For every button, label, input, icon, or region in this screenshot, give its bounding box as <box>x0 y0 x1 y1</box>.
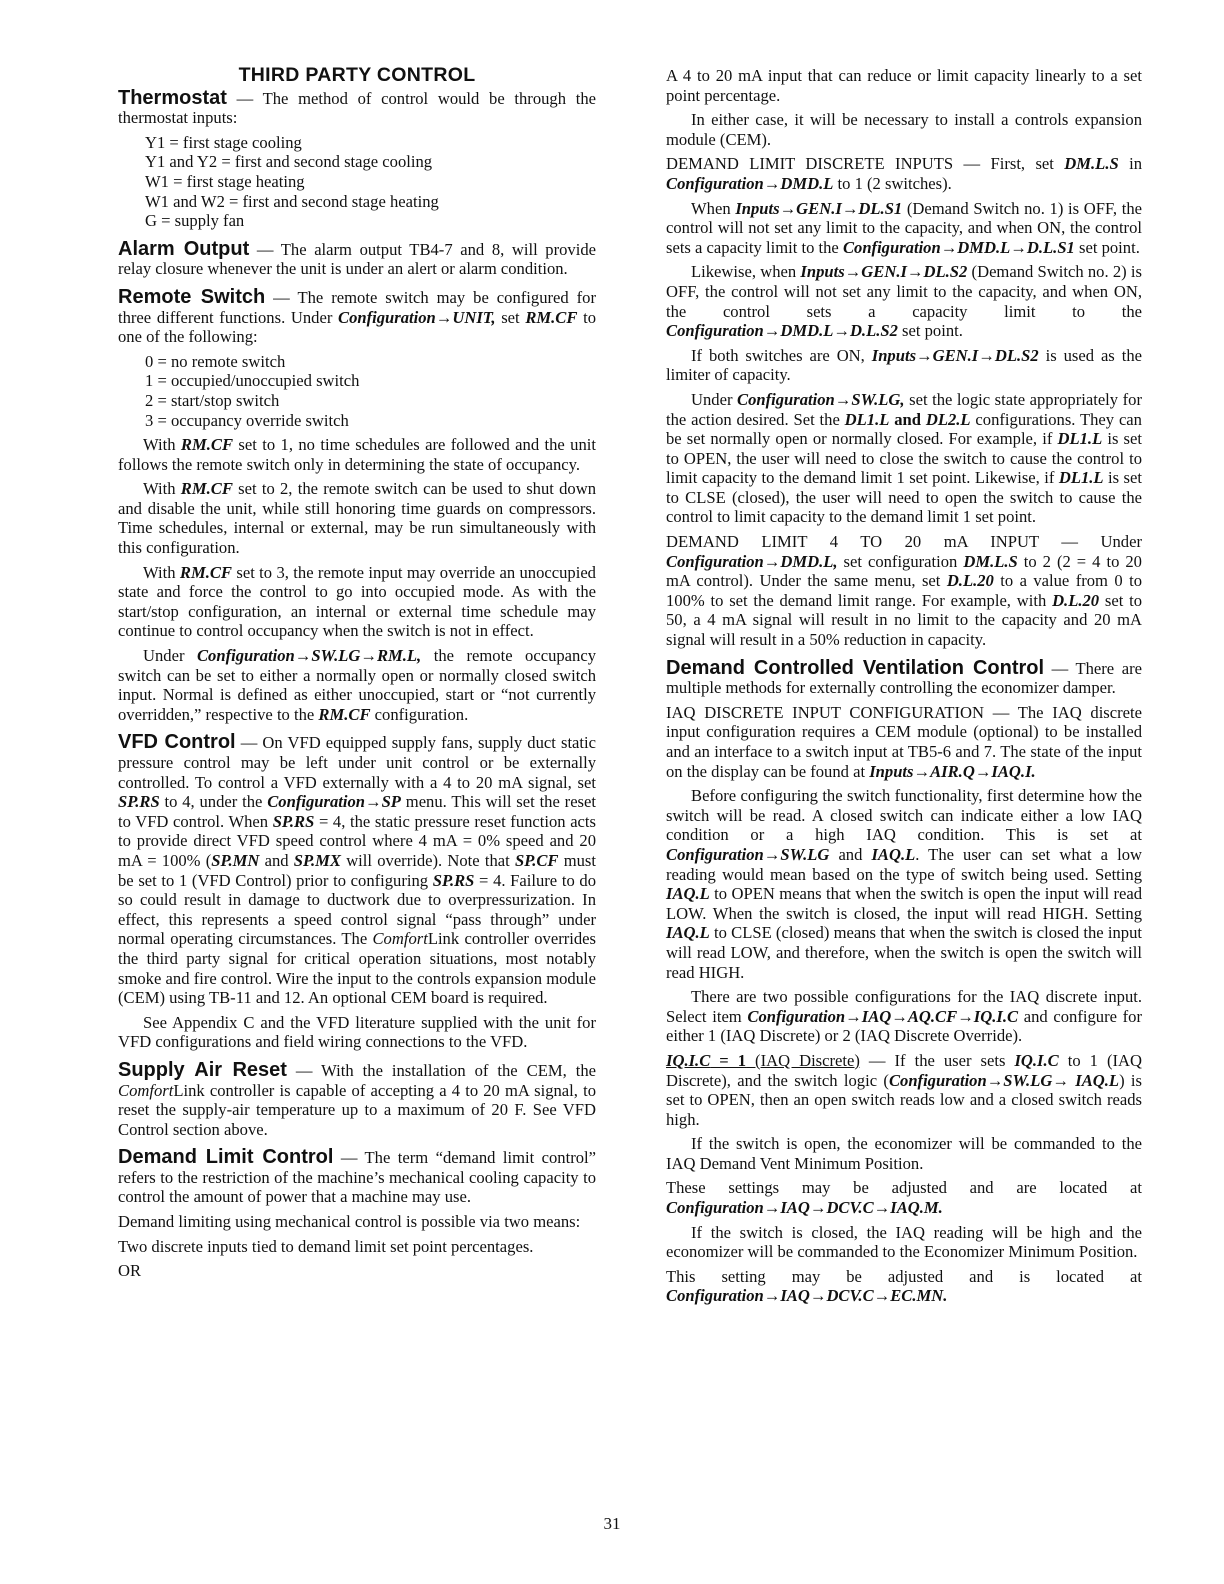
list-item: 0 = no remote switch <box>145 351 286 371</box>
remote-switch-options <box>145 352 596 430</box>
remote-switch-paragraph: Remote Switch — The remote switch may be configured for three different functions. Under Configuration→UNIT, set RM.CF to one of the following: <box>118 285 597 347</box>
section-title: THIRD PARTY CONTROL <box>238 64 476 86</box>
page-number: 31 <box>603 1514 621 1533</box>
demand-limit-r4: When Inputs→GEN.I→DL.S1 (Demand Switch no. 1) is OFF, the control will not set any limit to the capacity, and when ON, the control sets a capacity limit to the Configuration→DMD.L→D.L.S1 set point. <box>666 198 1142 257</box>
demand-limit-discrete-inputs: DEMAND LIMIT DISCRETE INPUTS — First, set DM.L.S in Configuration→DMD.L to 1 (2 switches). <box>666 154 1142 193</box>
list-item: 2 = start/stop switch <box>145 390 280 410</box>
list-item: 3 = occupancy override switch <box>145 410 349 430</box>
remote-switch-heading: Remote Switch <box>118 285 266 308</box>
dcv-p7: These settings may be adjusted and are located at Configuration→IAQ→DCV.C→IAQ.M. <box>666 1178 1142 1218</box>
demand-limit-paragraph: Demand Limit Control — The term “demand limit control” refers to the restriction of the machine’s mechanical cooling capacity to control the amount of power that a machine may use. <box>118 1146 597 1207</box>
remote-switch-p1: With RM.CF set to 1, no time schedules are followed and the unit follows the remote switch only in determining the state of occupancy. <box>118 435 596 474</box>
vfd-control-paragraph: VFD Control — On VFD equipped supply fans, supply duct static pressure control may be left under unit control or be externally controlled. To control a VFD externally with a 4 to 20 mA signal, set SP.RS to 4, under the Configuration→SP menu. This will set the reset to VFD control. When SP.RS = 4, the static pressure reset function acts to provide direct VFD speed control where 4 mA = 0% speed and 20 mA = 100% (SP.MN and SP.MX will override). Note that SP.CF must be set to 1 (VFD Control) prior to configuring SP.RS = 4. Failure to do so could result in damage to ductwork due to overpressurization. In effect, this represents a speed control signal “pass through” under normal operating circumstances. The ComfortLink controller overrides the third party signal for critical operation situations, most notably smoke and fire control. Wire the input to the controls expansion module (CEM) using TB-11 and 12. An optional CEM board is required. <box>118 731 596 1008</box>
supply-air-reset-paragraph: Supply Air Reset — With the installation of the CEM, the ComfortLink controller is capable of accepting a 4 to 20 mA signal, to reset the supply-air temperature up to a maximum of 20 F. See VFD Control section above. <box>118 1058 596 1139</box>
dcv-paragraph: Demand Controlled Ventilation Control — There are multiple methods for externally controlling the economizer damper. <box>666 656 1142 698</box>
dcv-p6: If the switch is open, the economizer will be commanded to the IAQ Demand Vent Minimum Position. <box>666 1134 1142 1173</box>
supply-air-reset-heading: Supply Air Reset <box>118 1058 287 1081</box>
list-item: 1 = occupied/unoccupied switch <box>145 371 360 391</box>
demand-limit-heading: Demand Limit Control <box>118 1146 334 1169</box>
demand-limit-r5: Likewise, when Inputs→GEN.I→DL.S2 (Demand Switch no. 2) is OFF, the control will not set any limit to the capacity, and when ON, the control sets a capacity limit to the Configuration→DMD.L→D.L.S2 set point. <box>666 262 1142 341</box>
demand-limit-r6: If both switches are ON, Inputs→GEN.I→DL.S2 is used as the limiter of capacity. <box>666 345 1142 385</box>
demand-limit-p2: Demand limiting using mechanical control is possible via two means: <box>118 1212 581 1232</box>
thermostat-heading: Thermostat <box>118 86 227 109</box>
thermostat-input-list <box>145 133 596 231</box>
remote-switch-p2: With RM.CF set to 2, the remote switch can be used to shut down and disable the unit, while still honoring time guards on compressors. Time schedules, internal or external, may be run simultaneously with this configuration. <box>118 479 596 558</box>
thermostat-paragraph: Thermostat — The method of control would be through the thermostat inputs: <box>118 86 597 128</box>
dcv-p8: If the switch is closed, the IAQ reading will be high and the economizer will be commanded to the Economizer Minimum Position. <box>666 1222 1142 1262</box>
iq-i-c-discrete: IQ.I.C = 1 (IAQ Discrete) — If the user sets IQ.I.C to 1 (IAQ Discrete), and the switch logic (Configuration→SW.LG→ IAQ.L) is set to OPEN, then an open switch reads low and a closed switch reads high. <box>666 1050 1143 1129</box>
list-item: W1 and W2 = first and second stage heating <box>145 191 439 211</box>
demand-limit-p4: OR <box>118 1261 142 1281</box>
alarm-output-heading: Alarm Output <box>118 237 250 260</box>
remote-switch-p3: With RM.CF set to 3, the remote input may override an unoccupied state and force the control to go into occupied mode. As with the start/stop configuration, an internal or external time schedule may continue to control occupancy when the switch is not in effect. <box>118 562 596 641</box>
demand-limit-4-20ma-input: DEMAND LIMIT 4 TO 20 mA INPUT — Under Configuration→DMD.L, set configuration DM.L.S to 2 (2 = 4 to 20 mA control). Under the same menu, set D.L.20 to a value from 0 to 100% to set the demand limit range. For example, with D.L.20 set to 50, a 4 mA signal will result in no limit to the capacity and 20 mA signal will result in a 50% reduction in capacity. <box>666 532 1143 650</box>
demand-limit-r2: In either case, it will be necessary to install a controls expansion module (CEM). <box>666 110 1142 149</box>
dcv-p9: This setting may be adjusted and is located at Configuration→IAQ→DCV.C→EC.MN. <box>666 1266 1142 1306</box>
list-item: W1 = first stage heating <box>145 171 305 191</box>
demand-limit-p3: Two discrete inputs tied to demand limit set point percentages. <box>118 1236 534 1256</box>
demand-limit-r1: A 4 to 20 mA input that can reduce or limit capacity linearly to a set point percentage. <box>666 66 1142 105</box>
dcv-heading: Demand Controlled Ventilation Control <box>666 656 1045 679</box>
iaq-discrete-input-configuration: IAQ DISCRETE INPUT CONFIGURATION — The IAQ discrete input configuration requires a CEM module (optional) to be installed and an interface to a switch input at TB5-6 and 7. The state of the input on the display can be found at Inputs→AIR.Q→IAQ.I. <box>666 702 1142 781</box>
list-item: Y1 and Y2 = first and second stage cooling <box>145 152 433 172</box>
remote-switch-p4: Under Configuration→SW.LG→RM.L, the remote occupancy switch can be set to either a normally open or normally closed switch input. Normal is defined as either unoccupied, start or “not currently overridden,” respective to the RM.CF configuration. <box>118 646 597 724</box>
right-column <box>666 66 1142 1311</box>
demand-limit-r7: Under Configuration→SW.LG, set the logic state appropriately for the action desired. Set the DL1.L and DL2.L configurations. They can be set normally open or normally closed. For example, if DL1.L is set to OPEN, the user will need to close the switch to cause the control to limit capacity to the demand limit 1 set point. Likewise, if DL1.L is set to CLSE (closed), the user will need to open the switch to cause the control to limit capacity to the demand limit 1 set point. <box>666 389 1142 527</box>
dcv-p3: Before configuring the switch functionality, first determine how the switch will be read. A closed switch can indicate either a low IAQ condition or a high IAQ condition. This is set at Configuration→SW.LG and IAQ.L. The user can set what a low reading would mean based on the type of switch being used. Setting IAQ.L to OPEN means that when the switch is open the input will read LOW. When the switch is closed, the input will read HIGH. Setting IAQ.L to CLSE (closed) means that when the switch is closed the input will read LOW, and therefore, when the switch is open the switch will read HIGH. <box>666 786 1142 982</box>
vfd-control-p2: See Appendix C and the VFD literature supplied with the unit for VFD configurations and field wiring connections to the VFD. <box>118 1012 596 1052</box>
left-column <box>118 66 596 1286</box>
list-item: Y1 = first stage cooling <box>145 132 302 152</box>
vfd-control-heading: VFD Control <box>118 731 236 754</box>
dcv-p4: There are two possible configurations for the IAQ discrete input. Select item Configuration→IAQ→AQ.CF→IQ.I.C and configure for either 1 (IAQ Discrete) or 2 (IAQ Discrete Override). <box>666 987 1142 1046</box>
list-item: G = supply fan <box>145 211 245 231</box>
alarm-output-paragraph: Alarm Output — The alarm output TB4-7 and 8, will provide relay closure whenever the unit is under an alert or alarm condition. <box>118 237 597 279</box>
